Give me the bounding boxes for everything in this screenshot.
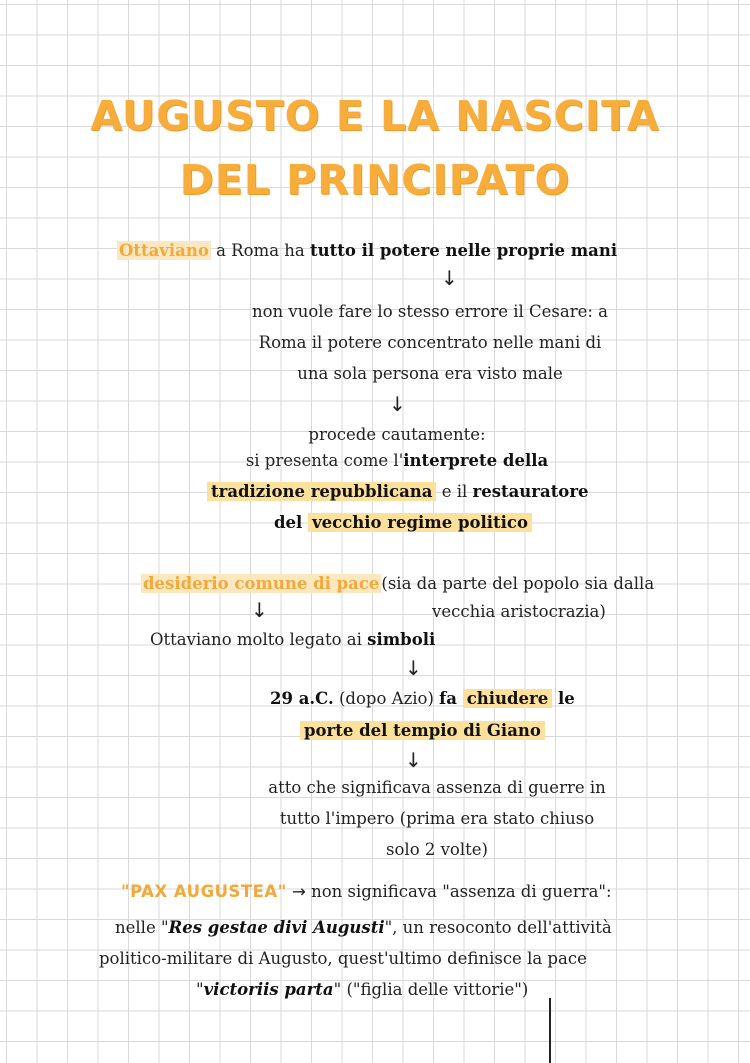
text-span: " ("figlia delle vittorie") <box>333 980 529 999</box>
bold-text: restauratore <box>472 482 589 501</box>
highlighted-text: porte del tempio di Giano <box>300 721 545 740</box>
page-title-line-2: DEL PRINCIPATO <box>179 156 571 204</box>
down-arrow-icon: ↓ <box>405 748 422 772</box>
down-arrow-icon: ↓ <box>441 266 458 290</box>
down-arrow-icon: ↓ <box>389 392 406 416</box>
text-line <box>207 481 589 503</box>
text-span: ", un resoconto dell'attività <box>384 918 612 937</box>
text-line <box>300 720 545 742</box>
text-line <box>274 512 532 534</box>
vertical-line-divider <box>549 998 551 1063</box>
text-line: procede cautamente: <box>308 425 486 444</box>
text-span: " <box>196 980 204 999</box>
text-line <box>121 881 612 903</box>
text-line: solo 2 volte) <box>386 840 488 859</box>
text-line <box>270 688 575 710</box>
text-span: Ottaviano molto legato ai <box>150 630 368 649</box>
down-arrow-icon: ↓ <box>251 598 268 622</box>
highlighted-text: vecchio regime politico <box>308 513 532 532</box>
italic-title: Res gestae divi Augusti <box>168 918 385 937</box>
text-line: non vuole fare lo stesso errore il Cesare: a <box>251 302 609 321</box>
text-span: non significava "assenza di guerra": <box>311 882 612 901</box>
right-arrow-icon: → <box>292 882 306 901</box>
text-span: e il <box>436 482 473 501</box>
bold-text: tutto il potere nelle proprie mani <box>309 241 618 260</box>
bold-text: simboli <box>367 630 436 649</box>
text-span: si presenta come l' <box>245 451 404 470</box>
text-span: (sia da parte del popolo sia dalla <box>381 574 655 593</box>
page-title-line-1: AUGUSTO E LA NASCITA <box>90 92 660 140</box>
text-line <box>200 450 594 472</box>
keyword-ottaviano: Ottaviano <box>119 241 209 260</box>
keyword-pax-augustea: "PAX AUGUSTEA" <box>121 882 287 901</box>
text-line <box>117 240 617 262</box>
bold-text: 29 a.C. <box>270 689 334 708</box>
text-span: nelle " <box>115 918 169 937</box>
bold-text: fa <box>439 689 463 708</box>
bold-text: interprete della <box>403 451 549 470</box>
highlighted-text: chiudere <box>463 689 553 708</box>
text-line <box>196 979 528 1001</box>
text-line <box>115 917 612 939</box>
text-span: a Roma ha <box>210 241 310 260</box>
text-line: vecchia aristocrazia) <box>432 602 606 621</box>
text-line: Roma il potere concentrato nelle mani di <box>258 333 602 352</box>
bold-text: le <box>552 689 575 708</box>
text-line <box>141 573 654 595</box>
text-line: tutto l'impero (prima era stato chiuso <box>279 809 595 828</box>
keyword-desiderio: desiderio comune di pace <box>143 574 380 593</box>
bold-text: del <box>274 513 309 532</box>
highlighted-text: tradizione repubblicana <box>207 482 436 501</box>
down-arrow-icon: ↓ <box>405 656 422 680</box>
italic-title: victoriis parta <box>203 980 334 999</box>
text-line: atto che significava assenza di guerre in <box>268 778 606 797</box>
text-line: politico-militare di Augusto, quest'ultimo definisce la pace <box>99 949 587 968</box>
text-span: (dopo Azio) <box>333 689 440 708</box>
text-line <box>150 629 435 651</box>
text-line: una sola persona era visto male <box>297 364 563 383</box>
